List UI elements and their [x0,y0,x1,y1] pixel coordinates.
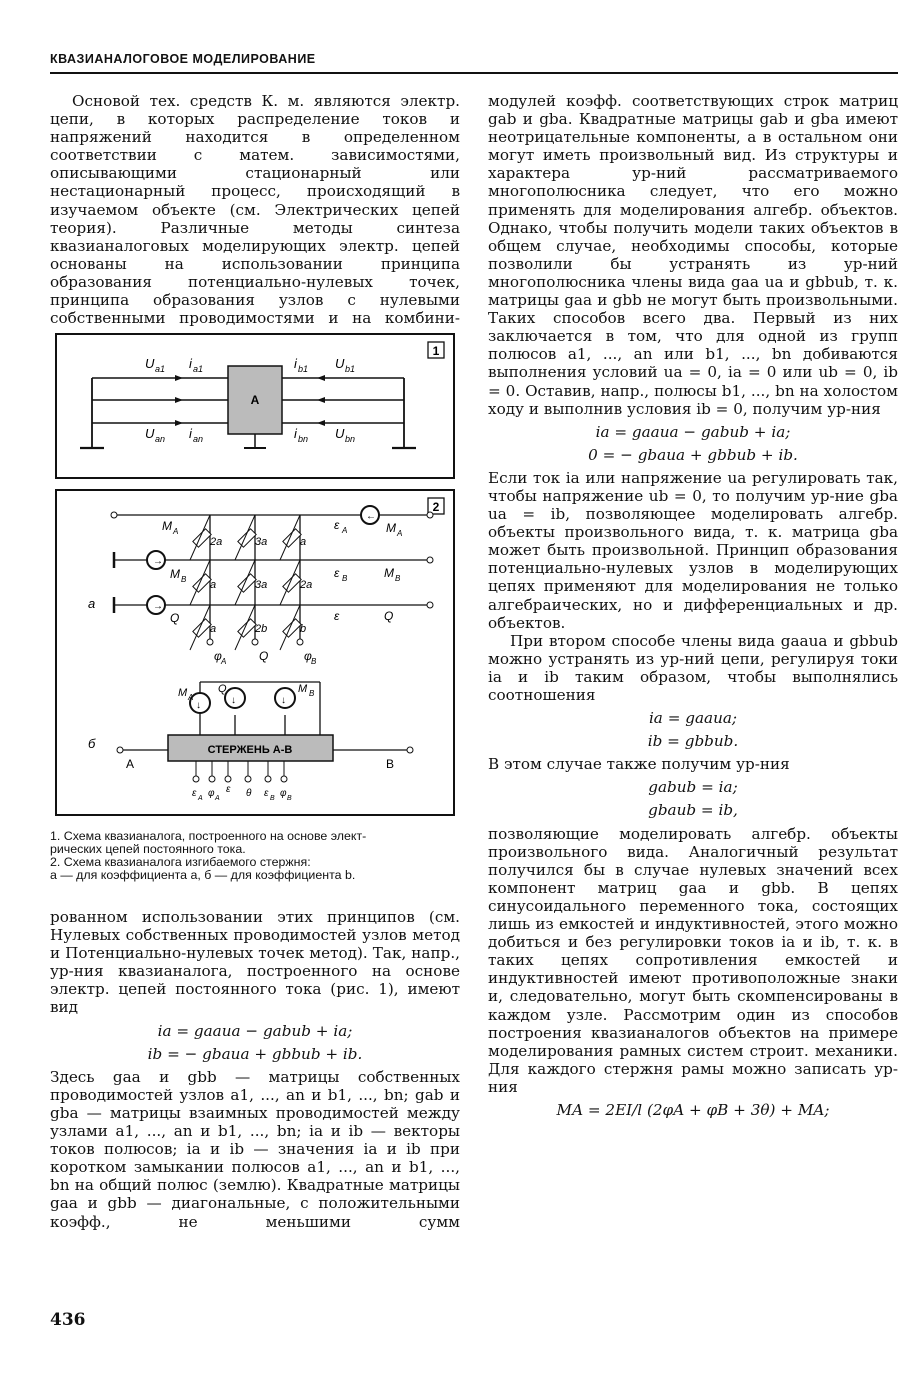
left-column-bottom [50,908,460,1231]
svg-text:b1: b1 [298,364,309,374]
label-ub1: U [335,356,345,371]
svg-text:B: B [287,795,292,802]
svg-text:b1: b1 [345,364,356,374]
source-ma: M [178,687,188,699]
svg-text:2b: 2b [255,623,268,635]
svg-text:B: B [395,574,401,583]
fig2-number: 2 [432,500,440,514]
svg-text:θ: θ [246,788,252,799]
rod-terminals [193,761,287,782]
regulation-paragraph: Если ток ia или напряжение ua регулировать так, чтобы напряжение ub = 0, то получим ур-ние gba ua = ib, позволяющее моделировать алгебр. объекты произвольного вида, т. к. матрица gba может быть произвольной. Принцип образования потенциально-нулевых узлов в моделирующих цепях применяют для моделирования не только алгебраических, но и дифференциальных и др. объектов. [488,468,898,632]
resistor [283,529,301,547]
part-a-label: а [88,596,96,611]
terminal [265,776,271,782]
header-rule [50,72,898,74]
right-column [488,92,898,1124]
label-ua1: U [145,356,155,371]
svg-text:B: B [342,574,348,583]
figure [50,330,460,820]
methods-paragraph: рованном использовании этих принципов (см. Нулевых собственных проводимостей узлов метод и Потенциально-нулевых точек метод). Так, напр., ур-ния квазианалога, построенного на основе электр. цепей постоянного тока (рис. 1), имеют вид [50,908,460,1017]
equation-gab: gabub = ia; [648,778,738,797]
svg-text:bn: bn [298,434,309,444]
svg-text:→: → [153,556,163,567]
second-method-paragraph: При втором способе члены вида gaaua и gbbub можно устранять из ур-ний цепи, регулируя токи ia и ib таким образом, чтобы выполнялись соотношения [488,631,898,704]
svg-text:B: B [309,689,315,698]
equation-ib-gbb: ib = gbbub. [647,732,739,751]
svg-text:a1: a1 [155,364,166,374]
resistor [193,619,211,637]
svg-text:ε: ε [226,784,231,795]
terminal [193,776,199,782]
phi-a-label: φ [214,649,222,663]
svg-text:φ: φ [208,788,215,799]
row-label-ma: M [162,519,172,533]
svg-text:ε: ε [264,788,269,799]
intro-paragraph: Основой тех. средств К. м. являются электр. цепи, в которых распределение токов и напряжений находится в определенном соответствии с матем. зависимостями, описывающими стационарный или нестационарный процесс, происходящий в изучаемом объекте (см. Электрических цепей теория). Различные методы синтеза квазианалоговых моделирующих электр. цепей основаны на использовании принципа образования потенциально-нулевых точек, принципа образования узлов с нулевыми собственными проводимостями и на комбини- [50,92,460,328]
source-mb: M [298,683,308,695]
label-uan: U [145,426,155,441]
resistor [193,529,211,547]
end-a-label: A [126,757,135,771]
svg-text:→: → [153,601,163,612]
equation-right-zero: 0 = − gbaua + gbbub + ib. [588,445,798,464]
running-header: КВАЗИАНАЛОГОВОЕ МОДЕЛИРОВАНИЕ [50,52,316,66]
phi-b-label: φ [304,649,312,663]
svg-text:bn: bn [345,434,356,444]
fig1-number: 1 [432,344,440,358]
svg-text:↓: ↓ [281,695,286,706]
label-ia1: i [189,356,192,371]
terminal [281,776,287,782]
resistor [238,574,256,592]
resistor-grid [190,515,301,650]
svg-text:A: A [342,526,348,535]
equation-ia-gaa: ia = gaaua; [648,709,738,728]
svg-text:a: a [300,536,307,548]
eps-b-label: ε [334,566,340,580]
svg-text:A: A [198,795,203,802]
figure-caption: 1. Схема квазианалога, построенного на основе элект- рических цепей постоянного тока. 2. Схема квазианалога изгибаемого стержня: а — для коэффициента a, б — для коэффициента b. [50,830,367,882]
equation-moment: MA = 2EI/l (2φA + φB + 3θ) + MA; [556,1100,830,1119]
svg-text:B: B [181,575,187,584]
resistor [238,529,256,547]
svg-text:↓: ↓ [231,695,236,706]
svg-text:B: B [311,657,317,666]
label-ibn: i [294,426,297,441]
eps-label: ε [334,609,340,623]
svg-text:an: an [193,434,204,444]
svg-text:an: an [155,434,166,444]
svg-text:B: B [270,795,275,802]
svg-text:2a: 2a [210,536,223,548]
part-b-label: б [88,736,96,751]
svg-text:A: A [215,795,220,802]
right-mb-label: M [384,566,394,580]
figure-2 [56,490,454,815]
svg-text:ε: ε [192,788,197,799]
rod-label: СТЕРЖЕНЬ А-В [207,744,293,756]
svg-text:A: A [188,693,194,702]
matrix-paragraph: модулей коэфф. соответствующих строк матриц gab и gba. Квадратные матрицы gab и gba имеют неотрицательные компоненты, а в остальном они могут иметь произвольный вид. Из структуры и характера ур-ний рассматриваемого многополюсника следует, что его можно применять для моделирования алгебр. объектов. Однако, чтобы получить модели таких объектов в общем случае, необходимы способы, которые позволили бы устранять из ур-ний многополюсника члены вида gaa ua и gbbub, т. к. матрицы gaa и gbb не могут быть произвольными. Таких способов всего два. Первый из них заключается в том, что для одной из групп полюсов a1, ..., an или b1, ..., bn добиваются выполнения условий ua = 0, ia = 0 или ub = 0, ib = 0. Оставив, напр., полюсы b1, ..., bn на холостом ходу и выполнив условия ib = 0, получим ур-ния [488,92,898,418]
right-q-label: Q [384,609,394,623]
label-ubn: U [335,426,345,441]
left-column-top [50,92,460,327]
equation-ia: ia = gaaua − gabub + ia; [157,1021,353,1040]
resistor [283,619,301,637]
definitions-paragraph: Здесь gaa и gbb — матрицы собственных проводимостей узлов a1, ..., an и b1, ..., bn; gab и gba — матрицы взаимных проводимостей между узлами a1, ..., an и b1, ..., bn; ia и ib — векторы токов полюсов; ia и ib — значения ia и ib при коротком замыкании полюсов a1, ..., an и b1, ..., bn на общий полюс (землю). Квадратные матрицы gaa и gbb — диагональные, с положительными коэфф., не меньшими сумм [50,1067,460,1231]
svg-text:↓: ↓ [196,700,201,711]
svg-text:A: A [173,527,179,536]
svg-text:2a: 2a [300,579,313,591]
svg-text:a: a [210,623,217,635]
svg-text:φ: φ [280,788,287,799]
conclusion-paragraph: позволяющие моделировать алгебр. объекты произвольного вида. Аналогичный результат получился бы в случае нулевых значений всех компонент матриц gaa и gbb. В цепях синусоидального переменного тока, состоящих лишь из емкостей и индуктивностей, этого можно добиться и без регулировки токов ia и ib, т. к. в таких цепях сопротивления емкостей и индуктивностей имеют противоположные знаки и, следовательно, могут быть скомпенсированы в каждом узле. Рассмотрим один из способов построения квазианалогов объектов на примере моделирования рамных систем строит. механики. Для каждого стержня рамы можно записать ур-ния [488,824,898,1096]
resistor [238,619,256,637]
figure-1 [56,334,454,478]
svg-text:3a: 3a [255,579,268,591]
label-ib1: i [294,356,297,371]
terminal [225,776,231,782]
source-q: Q [218,683,227,695]
also-get-paragraph: В этом случае также получим ур-ния [488,755,790,774]
part-b-schematic [88,682,413,802]
eps-a-label: ε [334,518,340,532]
terminal [245,776,251,782]
svg-text:A: A [221,657,227,666]
equation-right-ia: ia = gaaua − gabub + ia; [595,422,791,441]
label-ian: i [189,426,192,441]
resistor [283,574,301,592]
svg-text:a1: a1 [193,364,204,374]
right-ma-label: M [386,521,396,535]
end-b-label: B [386,757,395,771]
svg-text:3a: 3a [255,536,268,548]
fig1-block-label: A [250,393,260,407]
resistor [193,574,211,592]
svg-text:a: a [210,579,217,591]
row-label-q: Q [170,611,180,625]
svg-text:b: b [300,623,307,635]
svg-text:A: A [397,529,403,538]
svg-text:←: ← [366,511,376,522]
page-number: 436 [50,1310,86,1330]
row-label-mb: M [170,567,180,581]
terminal [209,776,215,782]
equation-gba: gbaub = ib, [648,801,738,820]
phi-q-label: Q [259,649,269,663]
equation-ib: ib = − gbaua + gbbub + ib. [147,1044,363,1063]
